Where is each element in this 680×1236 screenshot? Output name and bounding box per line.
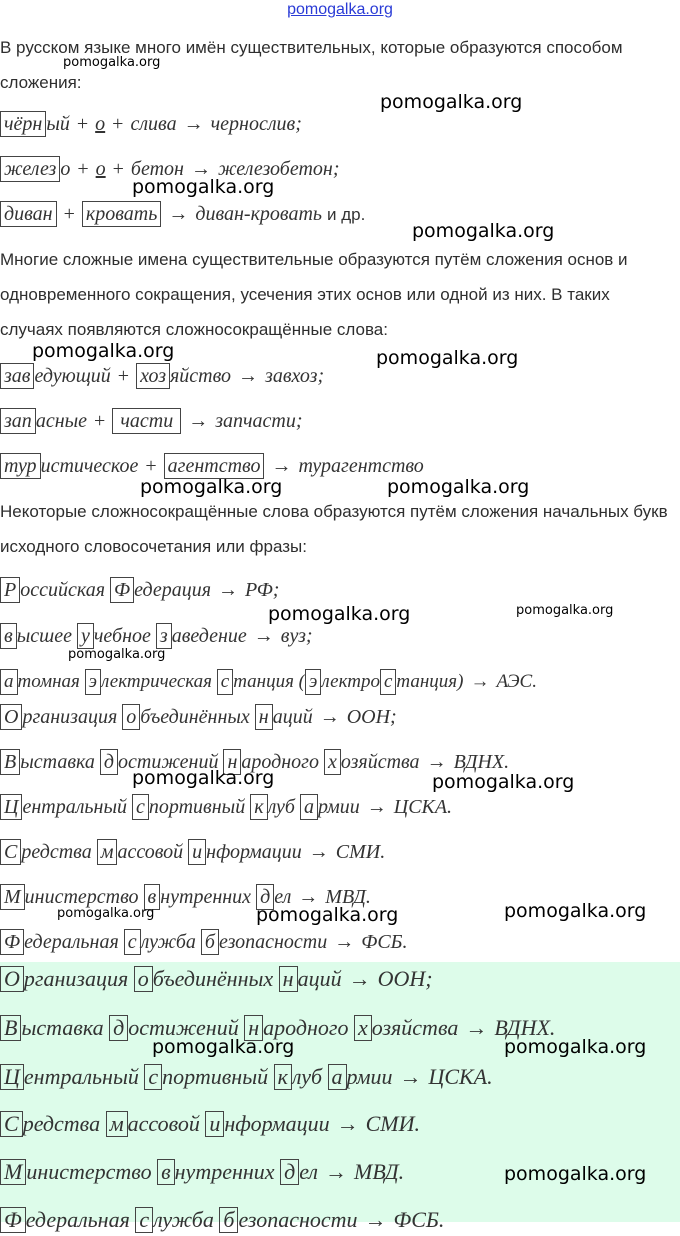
plus-sign: + xyxy=(77,158,89,180)
word-rest: едеральная xyxy=(24,931,119,953)
letter-box: н xyxy=(223,749,241,775)
letter-box: д xyxy=(109,1015,128,1041)
letter-box: с xyxy=(144,1064,162,1090)
and-others-text: и др. xyxy=(327,205,366,224)
letter-box: и xyxy=(205,1111,224,1137)
word-rest: редства xyxy=(22,1111,101,1136)
abbr-fsb-highlight xyxy=(0,1206,444,1236)
example-chernosliv xyxy=(0,110,302,140)
word-rest: аций xyxy=(297,966,342,991)
arrow: → xyxy=(218,579,239,601)
result-word: ФСБ. xyxy=(393,1207,445,1232)
word-rest: лужба xyxy=(153,1207,214,1232)
watermark: pomogalka.org xyxy=(432,771,575,793)
site-link[interactable]: pomogalka.org xyxy=(287,1,393,18)
arrow: → xyxy=(319,706,340,728)
word-rest: лектрическая xyxy=(101,671,213,692)
letter-box: в xyxy=(0,623,17,649)
abbr-aes xyxy=(0,668,537,698)
result-word: ООН; xyxy=(346,706,397,728)
word-rest: томная xyxy=(17,671,80,692)
ending: о xyxy=(60,158,71,180)
word-rest: остижений xyxy=(118,751,219,773)
watermark: pomogalka.org xyxy=(132,176,275,198)
result-word: запчасти; xyxy=(215,410,303,432)
paragraph-abbreviation: Многие сложные имена существительные образуются путём сложения основ и одновременного сокращения, усечения этих основ или одной из них. В таких случаях появляются сложносокращённые слова: xyxy=(0,250,628,339)
root-box: чёрн xyxy=(0,111,46,137)
abbr-mvd-highlight xyxy=(0,1158,404,1188)
watermark: pomogalka.org xyxy=(32,340,175,362)
letter-box: н xyxy=(244,1015,263,1041)
word-rest: танция xyxy=(233,671,294,692)
abbr-cska-highlight xyxy=(0,1063,493,1093)
letter-box: д xyxy=(256,884,274,910)
abbr-smi xyxy=(0,838,385,868)
arrow: → xyxy=(364,1207,387,1232)
word-rest: луб xyxy=(267,796,295,818)
word-rest: ел xyxy=(299,1159,319,1184)
arrow: → xyxy=(470,671,490,692)
plus-sign: + xyxy=(145,455,157,477)
result-word: вуз; xyxy=(280,625,313,647)
arrow: → xyxy=(168,203,189,225)
watermark: pomogalka.org xyxy=(504,1163,647,1185)
word-rest: лужба xyxy=(140,931,196,953)
letter-box: х xyxy=(324,749,341,775)
word-rest: ыставка xyxy=(21,1015,104,1040)
letter-box: д xyxy=(280,1159,299,1185)
letter-box: В xyxy=(0,1015,21,1041)
abbr-cska xyxy=(0,793,452,823)
word-rest: чебное xyxy=(93,625,151,647)
letter-box: к xyxy=(274,1064,292,1090)
word-rest: портивный xyxy=(148,796,246,818)
letter-box: М xyxy=(0,884,25,910)
plus-sign: + xyxy=(112,113,124,135)
root-box: зав xyxy=(0,363,34,389)
watermark: pomogalka.org xyxy=(376,347,519,369)
word-rest: езопасности xyxy=(238,1207,358,1232)
result-word: ВДНХ. xyxy=(494,1015,556,1040)
word-rest: танция xyxy=(396,671,458,692)
word-rest: ентральный xyxy=(23,1064,139,1089)
letter-box: в xyxy=(144,884,161,910)
arrow: → xyxy=(190,158,211,180)
word-rest: аведение xyxy=(171,625,247,647)
word-rest: инистерство xyxy=(26,1159,152,1184)
letter-box: Р xyxy=(0,577,20,603)
arrow: → xyxy=(253,625,274,647)
watermark: pomogalka.org xyxy=(516,603,614,618)
word-rest: озяйства xyxy=(371,1015,459,1040)
result-word: ФСБ. xyxy=(361,931,408,953)
letter-box: М xyxy=(0,1159,26,1185)
word-rest: оссийская xyxy=(20,579,106,601)
arrow: → xyxy=(366,796,387,818)
letter-box: С xyxy=(0,839,21,865)
word-rest: ародного xyxy=(263,1015,349,1040)
word: бетон xyxy=(130,158,184,180)
watermark: pomogalka.org xyxy=(132,767,275,789)
letter-box: В xyxy=(0,749,20,775)
letter-box: Ц xyxy=(0,1064,24,1090)
watermark: pomogalka.org xyxy=(387,476,530,498)
letter-box: м xyxy=(97,839,118,865)
letter-box: о xyxy=(134,966,153,992)
word-rest: едерация xyxy=(134,579,212,601)
plus-sign: + xyxy=(63,203,75,225)
root-box: зап xyxy=(0,408,36,434)
word-rest: ыставка xyxy=(20,751,95,773)
result-word: железобетон; xyxy=(217,158,340,180)
plus-sign: + xyxy=(112,158,124,180)
arrow: → xyxy=(325,1159,348,1184)
letter-box: д xyxy=(100,749,118,775)
ending: ый xyxy=(46,113,70,135)
letter-box: с xyxy=(135,1207,153,1233)
word-rest: ысшее xyxy=(16,625,72,647)
paragraph-compounding: В русском языке много имён существительных, которые образуются способом сложения: xyxy=(0,38,623,92)
letter-box: к xyxy=(250,794,267,820)
word-rest: яйство xyxy=(170,365,232,387)
root-box: хоз xyxy=(136,363,170,389)
arrow: → xyxy=(336,1111,359,1136)
result-word: ЦСКА. xyxy=(393,796,453,818)
paren-close: ) xyxy=(457,671,464,692)
letter-box: а xyxy=(300,794,318,820)
example-zavhoz xyxy=(0,362,324,392)
letter-box: Ф xyxy=(0,929,24,955)
letter-box: б xyxy=(219,1207,238,1233)
word-rest: ассовой xyxy=(117,841,184,863)
watermark: pomogalka.org xyxy=(140,476,283,498)
letter-box: в xyxy=(157,1159,175,1185)
result-word: СМИ. xyxy=(335,841,386,863)
root-box: агентство xyxy=(164,453,265,479)
root-box: тур xyxy=(0,453,41,479)
letter-box: э xyxy=(305,669,321,695)
word: слива xyxy=(130,113,177,135)
word-rest: аций xyxy=(272,706,313,728)
letter-box: О xyxy=(0,966,24,992)
word-rest: ентральный xyxy=(22,796,127,818)
letter-box: а xyxy=(328,1064,347,1090)
root-box: кровать xyxy=(82,201,161,227)
word-rest: портивный xyxy=(162,1064,269,1089)
linking-vowel: о xyxy=(95,113,106,135)
letter-box: о xyxy=(122,704,140,730)
watermark: pomogalka.org xyxy=(57,906,155,921)
result-word: турагентство xyxy=(298,455,424,477)
word-rest: ародного xyxy=(241,751,319,773)
linking-vowel: о xyxy=(95,158,106,180)
watermark: pomogalka.org xyxy=(504,900,647,922)
letter-box: Ц xyxy=(0,794,22,820)
letter-box: с xyxy=(124,929,141,955)
result-word: ВДНХ. xyxy=(453,751,510,773)
arrow: → xyxy=(399,1064,422,1089)
letter-box: х xyxy=(354,1015,372,1041)
arrow: → xyxy=(298,886,319,908)
plus-sign: + xyxy=(117,365,130,387)
root-box: части xyxy=(112,408,181,434)
word-rest: ел xyxy=(274,886,292,908)
letter-box: н xyxy=(255,704,273,730)
arrow: → xyxy=(188,410,209,432)
letter-box: и xyxy=(188,839,206,865)
root-box: желез xyxy=(0,156,60,182)
result-word: СМИ. xyxy=(365,1111,420,1136)
word-rest: лектро xyxy=(321,671,380,692)
watermark: pomogalka.org xyxy=(256,904,399,926)
word-rest: бъединённых xyxy=(152,966,274,991)
watermark: pomogalka.org xyxy=(68,647,166,662)
word-rest: едеральная xyxy=(25,1207,130,1232)
word-rest: нформации xyxy=(224,1111,330,1136)
result-word: диван-кровать xyxy=(195,203,323,225)
letter-box: Ф xyxy=(110,577,134,603)
plus-sign: + xyxy=(76,113,89,135)
abbr-fsb xyxy=(0,928,407,958)
example-zapchasti xyxy=(0,407,303,437)
arrow: → xyxy=(308,841,329,863)
word-rest: рмии xyxy=(317,796,360,818)
word-rest: рганизация xyxy=(22,706,118,728)
arrow: → xyxy=(348,966,371,991)
watermark: pomogalka.org xyxy=(63,55,161,70)
result-word: ООН; xyxy=(377,966,433,991)
abbr-smi-highlight xyxy=(0,1110,420,1140)
arrow: → xyxy=(183,113,204,135)
abbr-oon xyxy=(0,703,397,733)
paragraph-initials: Некоторые сложносокращённые слова образуются путём сложения начальных букв исходного словосочетания или фразы: xyxy=(0,502,668,556)
word-rest: асные xyxy=(35,410,88,432)
arrow: → xyxy=(271,455,292,477)
example-divan-krovat xyxy=(0,200,365,230)
arrow: → xyxy=(465,1015,488,1040)
result-word: РФ; xyxy=(245,579,280,601)
word-rest: остижений xyxy=(128,1015,239,1040)
word-rest: ассовой xyxy=(127,1111,200,1136)
result-word: АЭС. xyxy=(496,671,537,692)
root-box: диван xyxy=(0,201,57,227)
watermark: pomogalka.org xyxy=(380,91,523,113)
word-rest: истическое xyxy=(40,455,139,477)
letter-box: с xyxy=(132,794,149,820)
word-rest: бъединённых xyxy=(140,706,250,728)
word-rest: инистерство xyxy=(24,886,139,908)
result-word: завхоз; xyxy=(265,365,325,387)
letter-box: С xyxy=(0,1111,23,1137)
word-rest: езопасности xyxy=(218,931,328,953)
letter-box: н xyxy=(279,966,298,992)
letter-box: а xyxy=(0,669,18,695)
letter-box: з xyxy=(156,623,172,649)
watermark: pomogalka.org xyxy=(412,220,555,242)
plus-sign: + xyxy=(94,410,106,432)
word-rest: рмии xyxy=(346,1064,393,1089)
arrow: → xyxy=(334,931,355,953)
result-word: МВД. xyxy=(354,1159,405,1184)
word-rest: нутренних xyxy=(174,1159,275,1184)
abbr-oon-highlight xyxy=(0,965,433,995)
paren-open: ( xyxy=(298,671,305,692)
watermark: pomogalka.org xyxy=(152,1036,295,1058)
letter-box: у xyxy=(77,623,94,649)
letter-box: О xyxy=(0,704,22,730)
letter-box: Ф xyxy=(0,1207,26,1233)
word-rest: едующий xyxy=(34,365,111,387)
word-rest: луб xyxy=(291,1064,323,1089)
word-rest: редства xyxy=(21,841,92,863)
abbr-rf xyxy=(0,576,279,606)
letter-box: с xyxy=(217,669,233,695)
arrow: → xyxy=(238,365,259,387)
word-rest: рганизация xyxy=(23,966,129,991)
watermark: pomogalka.org xyxy=(504,1036,647,1058)
word-rest: нформации xyxy=(206,841,302,863)
letter-box: с xyxy=(380,669,396,695)
result-word: МВД. xyxy=(325,886,371,908)
result-word: ЦСКА. xyxy=(428,1064,493,1089)
watermark: pomogalka.org xyxy=(268,603,411,625)
letter-box: б xyxy=(201,929,219,955)
letter-box: э xyxy=(85,669,101,695)
arrow: → xyxy=(426,751,447,773)
word-rest: озяйства xyxy=(340,751,420,773)
result-word: чернослив; xyxy=(210,113,302,135)
letter-box: м xyxy=(106,1111,128,1137)
word-rest: нутренних xyxy=(160,886,252,908)
